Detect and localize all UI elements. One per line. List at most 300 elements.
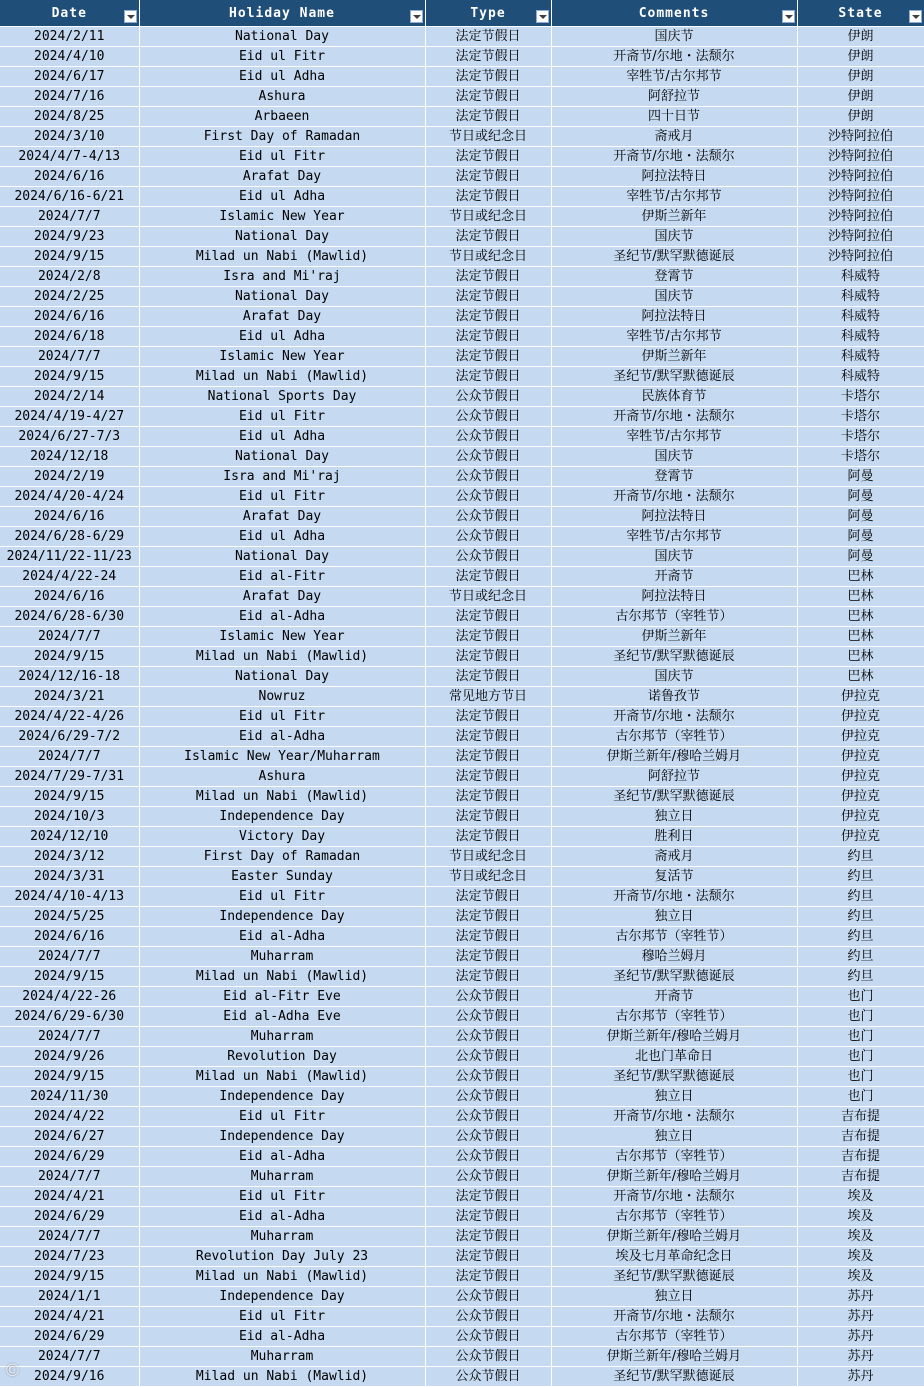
cell-type[interactable]: 节日或纪念日 [425,127,551,147]
cell-date[interactable]: 2024/4/22-4/26 [0,707,139,727]
filter-dropdown-icon[interactable] [782,10,795,23]
cell-state[interactable]: 卡塔尔 [797,407,924,427]
cell-date[interactable]: 2024/3/10 [0,127,139,147]
cell-date[interactable]: 2024/9/15 [0,1067,139,1087]
cell-date[interactable]: 2024/6/17 [0,67,139,87]
cell-comments[interactable]: 国庆节 [551,667,797,687]
cell-type[interactable]: 法定节假日 [425,927,551,947]
cell-state[interactable]: 沙特阿拉伯 [797,187,924,207]
cell-holiday-name[interactable]: Eid ul Fitr [139,1307,425,1327]
cell-type[interactable]: 法定节假日 [425,107,551,127]
cell-holiday-name[interactable]: Eid al-Fitr [139,567,425,587]
cell-comments[interactable]: 宰牲节/古尔邦节 [551,67,797,87]
cell-date[interactable]: 2024/4/19-4/27 [0,407,139,427]
cell-holiday-name[interactable]: Eid al-Adha [139,607,425,627]
cell-date[interactable]: 2024/7/16 [0,87,139,107]
cell-type[interactable]: 公众节假日 [425,387,551,407]
cell-state[interactable]: 也门 [797,1007,924,1027]
cell-holiday-name[interactable]: Milad un Nabi (Mawlid) [139,1267,425,1287]
cell-type[interactable]: 公众节假日 [425,1027,551,1047]
cell-state[interactable]: 约旦 [797,887,924,907]
cell-holiday-name[interactable]: Arafat Day [139,307,425,327]
cell-holiday-name[interactable]: First Day of Ramadan [139,847,425,867]
cell-holiday-name[interactable]: Eid ul Fitr [139,707,425,727]
cell-date[interactable]: 2024/7/7 [0,947,139,967]
cell-holiday-name[interactable]: Independence Day [139,1087,425,1107]
cell-state[interactable]: 也门 [797,1027,924,1047]
cell-type[interactable]: 法定节假日 [425,367,551,387]
cell-comments[interactable]: 登霄节 [551,267,797,287]
cell-state[interactable]: 伊朗 [797,107,924,127]
cell-date[interactable]: 2024/9/16 [0,1367,139,1387]
cell-comments[interactable]: 伊斯兰新年/穆哈兰姆月 [551,1027,797,1047]
cell-date[interactable]: 2024/4/21 [0,1307,139,1327]
cell-comments[interactable]: 国庆节 [551,287,797,307]
cell-date[interactable]: 2024/6/28-6/30 [0,607,139,627]
cell-type[interactable]: 节日或纪念日 [425,587,551,607]
cell-holiday-name[interactable]: Ashura [139,767,425,787]
cell-holiday-name[interactable]: Eid ul Adha [139,67,425,87]
cell-state[interactable]: 埃及 [797,1187,924,1207]
cell-date[interactable]: 2024/2/8 [0,267,139,287]
cell-date[interactable]: 2024/7/7 [0,1027,139,1047]
cell-type[interactable]: 法定节假日 [425,347,551,367]
cell-state[interactable]: 也门 [797,1047,924,1067]
cell-holiday-name[interactable]: Milad un Nabi (Mawlid) [139,247,425,267]
cell-date[interactable]: 2024/1/1 [0,1287,139,1307]
cell-state[interactable]: 约旦 [797,967,924,987]
cell-comments[interactable]: 胜利日 [551,827,797,847]
cell-type[interactable]: 法定节假日 [425,287,551,307]
cell-comments[interactable]: 独立日 [551,907,797,927]
cell-date[interactable]: 2024/7/7 [0,207,139,227]
cell-type[interactable]: 公众节假日 [425,527,551,547]
cell-holiday-name[interactable]: Muharram [139,1347,425,1367]
cell-holiday-name[interactable]: Nowruz [139,687,425,707]
cell-date[interactable]: 2024/11/22-11/23 [0,547,139,567]
cell-comments[interactable]: 伊斯兰新年 [551,347,797,367]
cell-holiday-name[interactable]: Milad un Nabi (Mawlid) [139,967,425,987]
cell-type[interactable]: 法定节假日 [425,227,551,247]
cell-state[interactable]: 约旦 [797,847,924,867]
cell-comments[interactable]: 阿拉法特日 [551,587,797,607]
cell-comments[interactable]: 古尔邦节（宰牲节） [551,607,797,627]
cell-date[interactable]: 2024/12/18 [0,447,139,467]
cell-comments[interactable]: 伊斯兰新年 [551,627,797,647]
cell-type[interactable]: 法定节假日 [425,827,551,847]
cell-comments[interactable]: 阿拉法特日 [551,307,797,327]
cell-state[interactable]: 苏丹 [797,1327,924,1347]
cell-comments[interactable]: 圣纪节/默罕默德诞辰 [551,1367,797,1387]
cell-state[interactable]: 科威特 [797,327,924,347]
cell-state[interactable]: 吉布提 [797,1167,924,1187]
cell-state[interactable]: 埃及 [797,1227,924,1247]
cell-comments[interactable]: 开斋节/尔地・法颓尔 [551,47,797,67]
cell-holiday-name[interactable]: Eid ul Fitr [139,1187,425,1207]
cell-state[interactable]: 吉布提 [797,1127,924,1147]
cell-holiday-name[interactable]: Eid ul Adha [139,187,425,207]
cell-date[interactable]: 2024/2/25 [0,287,139,307]
cell-date[interactable]: 2024/2/11 [0,27,139,47]
cell-holiday-name[interactable]: Eid al-Adha [139,1327,425,1347]
cell-type[interactable]: 节日或纪念日 [425,847,551,867]
cell-holiday-name[interactable]: National Day [139,27,425,47]
cell-type[interactable]: 公众节假日 [425,1287,551,1307]
cell-type[interactable]: 法定节假日 [425,787,551,807]
cell-comments[interactable]: 伊斯兰新年/穆哈兰姆月 [551,1167,797,1187]
cell-comments[interactable]: 登霄节 [551,467,797,487]
cell-comments[interactable]: 古尔邦节（宰牲节） [551,1147,797,1167]
cell-type[interactable]: 公众节假日 [425,1107,551,1127]
cell-state[interactable]: 伊拉克 [797,767,924,787]
cell-holiday-name[interactable]: Easter Sunday [139,867,425,887]
cell-holiday-name[interactable]: National Day [139,227,425,247]
cell-comments[interactable]: 古尔邦节（宰牲节） [551,927,797,947]
cell-holiday-name[interactable]: Eid al-Adha [139,927,425,947]
cell-type[interactable]: 法定节假日 [425,767,551,787]
cell-holiday-name[interactable]: National Day [139,447,425,467]
cell-comments[interactable]: 独立日 [551,807,797,827]
cell-state[interactable]: 也门 [797,1067,924,1087]
cell-comments[interactable]: 独立日 [551,1287,797,1307]
cell-comments[interactable]: 开斋节/尔地・法颓尔 [551,1107,797,1127]
cell-comments[interactable]: 圣纪节/默罕默德诞辰 [551,967,797,987]
cell-state[interactable]: 沙特阿拉伯 [797,167,924,187]
cell-state[interactable]: 阿曼 [797,547,924,567]
cell-comments[interactable]: 独立日 [551,1087,797,1107]
cell-date[interactable]: 2024/4/10-4/13 [0,887,139,907]
cell-state[interactable]: 科威特 [797,267,924,287]
cell-type[interactable]: 公众节假日 [425,1047,551,1067]
cell-date[interactable]: 2024/7/23 [0,1247,139,1267]
cell-date[interactable]: 2024/9/15 [0,967,139,987]
cell-comments[interactable]: 阿拉法特日 [551,507,797,527]
cell-state[interactable]: 伊朗 [797,67,924,87]
cell-comments[interactable]: 国庆节 [551,447,797,467]
cell-state[interactable]: 吉布提 [797,1147,924,1167]
cell-comments[interactable]: 开斋节/尔地・法颓尔 [551,887,797,907]
cell-comments[interactable]: 埃及七月革命纪念日 [551,1247,797,1267]
cell-date[interactable]: 2024/3/21 [0,687,139,707]
cell-date[interactable]: 2024/4/20-4/24 [0,487,139,507]
cell-holiday-name[interactable]: Eid ul Fitr [139,147,425,167]
cell-holiday-name[interactable]: First Day of Ramadan [139,127,425,147]
cell-holiday-name[interactable]: Muharram [139,1167,425,1187]
cell-date[interactable]: 2024/7/7 [0,627,139,647]
cell-state[interactable]: 伊朗 [797,87,924,107]
cell-date[interactable]: 2024/4/22 [0,1107,139,1127]
cell-holiday-name[interactable]: Arbaeen [139,107,425,127]
cell-date[interactable]: 2024/6/29-7/2 [0,727,139,747]
cell-state[interactable]: 沙特阿拉伯 [797,207,924,227]
cell-state[interactable]: 阿曼 [797,527,924,547]
cell-holiday-name[interactable]: Independence Day [139,1287,425,1307]
cell-date[interactable]: 2024/6/29-6/30 [0,1007,139,1027]
cell-date[interactable]: 2024/7/29-7/31 [0,767,139,787]
cell-date[interactable]: 2024/6/16 [0,927,139,947]
cell-holiday-name[interactable]: Isra and Mi'raj [139,267,425,287]
cell-type[interactable]: 法定节假日 [425,947,551,967]
cell-state[interactable]: 巴林 [797,587,924,607]
cell-type[interactable]: 法定节假日 [425,807,551,827]
cell-type[interactable]: 法定节假日 [425,907,551,927]
cell-type[interactable]: 法定节假日 [425,327,551,347]
cell-state[interactable]: 吉布提 [797,1107,924,1127]
cell-holiday-name[interactable]: Milad un Nabi (Mawlid) [139,367,425,387]
cell-state[interactable]: 沙特阿拉伯 [797,127,924,147]
cell-date[interactable]: 2024/3/31 [0,867,139,887]
cell-holiday-name[interactable]: Islamic New Year [139,207,425,227]
cell-type[interactable]: 公众节假日 [425,1307,551,1327]
cell-date[interactable]: 2024/3/12 [0,847,139,867]
cell-state[interactable]: 约旦 [797,927,924,947]
cell-date[interactable]: 2024/5/25 [0,907,139,927]
cell-holiday-name[interactable]: National Day [139,547,425,567]
cell-date[interactable]: 2024/8/25 [0,107,139,127]
cell-holiday-name[interactable]: National Day [139,287,425,307]
cell-state[interactable]: 伊拉克 [797,687,924,707]
cell-type[interactable]: 法定节假日 [425,647,551,667]
cell-date[interactable]: 2024/12/10 [0,827,139,847]
cell-date[interactable]: 2024/6/16 [0,167,139,187]
cell-holiday-name[interactable]: Eid al-Adha [139,1207,425,1227]
cell-date[interactable]: 2024/12/16-18 [0,667,139,687]
cell-comments[interactable]: 古尔邦节（宰牲节） [551,727,797,747]
cell-state[interactable]: 伊拉克 [797,747,924,767]
cell-date[interactable]: 2024/9/26 [0,1047,139,1067]
cell-holiday-name[interactable]: Islamic New Year/Muharram [139,747,425,767]
cell-date[interactable]: 2024/6/18 [0,327,139,347]
cell-type[interactable]: 法定节假日 [425,147,551,167]
cell-type[interactable]: 法定节假日 [425,727,551,747]
cell-state[interactable]: 阿曼 [797,487,924,507]
cell-type[interactable]: 法定节假日 [425,267,551,287]
cell-comments[interactable]: 开斋节/尔地・法颓尔 [551,487,797,507]
cell-type[interactable]: 法定节假日 [425,1247,551,1267]
cell-date[interactable]: 2024/6/16-6/21 [0,187,139,207]
cell-state[interactable]: 约旦 [797,947,924,967]
cell-comments[interactable]: 开斋节/尔地・法颓尔 [551,707,797,727]
cell-type[interactable]: 法定节假日 [425,307,551,327]
cell-state[interactable]: 埃及 [797,1247,924,1267]
cell-comments[interactable]: 古尔邦节（宰牲节） [551,1327,797,1347]
cell-type[interactable]: 公众节假日 [425,407,551,427]
cell-type[interactable]: 法定节假日 [425,87,551,107]
cell-type[interactable]: 公众节假日 [425,427,551,447]
cell-state[interactable]: 伊拉克 [797,827,924,847]
cell-type[interactable]: 公众节假日 [425,1167,551,1187]
cell-date[interactable]: 2024/6/29 [0,1207,139,1227]
cell-holiday-name[interactable]: Eid ul Adha [139,427,425,447]
cell-date[interactable]: 2024/10/3 [0,807,139,827]
cell-holiday-name[interactable]: Milad un Nabi (Mawlid) [139,1367,425,1387]
cell-type[interactable]: 公众节假日 [425,507,551,527]
cell-comments[interactable]: 宰牲节/古尔邦节 [551,187,797,207]
cell-comments[interactable]: 复活节 [551,867,797,887]
cell-type[interactable]: 节日或纪念日 [425,247,551,267]
cell-date[interactable]: 2024/4/22-26 [0,987,139,1007]
cell-comments[interactable]: 伊斯兰新年 [551,207,797,227]
cell-date[interactable]: 2024/6/16 [0,587,139,607]
cell-comments[interactable]: 穆哈兰姆月 [551,947,797,967]
cell-type[interactable]: 法定节假日 [425,67,551,87]
cell-comments[interactable]: 开斋节/尔地・法颓尔 [551,1307,797,1327]
cell-state[interactable]: 巴林 [797,667,924,687]
cell-comments[interactable]: 圣纪节/默罕默德诞辰 [551,247,797,267]
cell-state[interactable]: 约旦 [797,867,924,887]
cell-holiday-name[interactable]: Muharram [139,947,425,967]
cell-comments[interactable]: 宰牲节/古尔邦节 [551,527,797,547]
cell-comments[interactable]: 斋戒月 [551,127,797,147]
cell-type[interactable]: 公众节假日 [425,1067,551,1087]
cell-holiday-name[interactable]: Milad un Nabi (Mawlid) [139,787,425,807]
cell-state[interactable]: 约旦 [797,907,924,927]
cell-type[interactable]: 公众节假日 [425,987,551,1007]
filter-dropdown-icon[interactable] [536,10,549,23]
cell-type[interactable]: 公众节假日 [425,1127,551,1147]
cell-date[interactable]: 2024/6/28-6/29 [0,527,139,547]
cell-type[interactable]: 法定节假日 [425,667,551,687]
cell-type[interactable]: 法定节假日 [425,27,551,47]
cell-state[interactable]: 巴林 [797,567,924,587]
cell-state[interactable]: 科威特 [797,287,924,307]
cell-comments[interactable]: 圣纪节/默罕默德诞辰 [551,647,797,667]
cell-holiday-name[interactable]: Milad un Nabi (Mawlid) [139,1067,425,1087]
cell-holiday-name[interactable]: Islamic New Year [139,347,425,367]
cell-holiday-name[interactable]: Arafat Day [139,587,425,607]
filter-dropdown-icon[interactable] [410,10,423,23]
cell-comments[interactable]: 伊斯兰新年/穆哈兰姆月 [551,747,797,767]
cell-comments[interactable]: 宰牲节/古尔邦节 [551,427,797,447]
cell-type[interactable]: 公众节假日 [425,467,551,487]
cell-comments[interactable]: 阿舒拉节 [551,767,797,787]
cell-comments[interactable]: 宰牲节/古尔邦节 [551,327,797,347]
cell-state[interactable]: 阿曼 [797,467,924,487]
cell-comments[interactable]: 斋戒月 [551,847,797,867]
cell-type[interactable]: 法定节假日 [425,167,551,187]
cell-comments[interactable]: 圣纪节/默罕默德诞辰 [551,787,797,807]
cell-holiday-name[interactable]: National Sports Day [139,387,425,407]
cell-state[interactable]: 科威特 [797,347,924,367]
cell-date[interactable]: 2024/6/27-7/3 [0,427,139,447]
cell-comments[interactable]: 阿拉法特日 [551,167,797,187]
cell-holiday-name[interactable]: Ashura [139,87,425,107]
cell-holiday-name[interactable]: Eid ul Adha [139,527,425,547]
cell-comments[interactable]: 古尔邦节（宰牲节） [551,1007,797,1027]
cell-holiday-name[interactable]: Independence Day [139,1127,425,1147]
cell-state[interactable]: 也门 [797,987,924,1007]
cell-state[interactable]: 卡塔尔 [797,387,924,407]
column-header-holiday-name[interactable] [139,0,425,27]
cell-date[interactable]: 2024/6/29 [0,1327,139,1347]
cell-state[interactable]: 科威特 [797,307,924,327]
cell-date[interactable]: 2024/6/16 [0,307,139,327]
cell-holiday-name[interactable]: Islamic New Year [139,627,425,647]
cell-comments[interactable]: 伊斯兰新年/穆哈兰姆月 [551,1347,797,1367]
cell-state[interactable]: 卡塔尔 [797,447,924,467]
cell-state[interactable]: 也门 [797,1087,924,1107]
cell-date[interactable]: 2024/4/7-4/13 [0,147,139,167]
cell-holiday-name[interactable]: National Day [139,667,425,687]
cell-comments[interactable]: 诺鲁孜节 [551,687,797,707]
cell-holiday-name[interactable]: Victory Day [139,827,425,847]
cell-comments[interactable]: 圣纪节/默罕默德诞辰 [551,1267,797,1287]
cell-holiday-name[interactable]: Eid al-Adha [139,1147,425,1167]
cell-holiday-name[interactable]: Arafat Day [139,507,425,527]
cell-state[interactable]: 伊拉克 [797,807,924,827]
cell-state[interactable]: 埃及 [797,1207,924,1227]
cell-state[interactable]: 伊朗 [797,47,924,67]
cell-holiday-name[interactable]: Eid al-Fitr Eve [139,987,425,1007]
cell-date[interactable]: 2024/9/15 [0,1267,139,1287]
column-header-type[interactable] [425,0,551,27]
cell-holiday-name[interactable]: Revolution Day July 23 [139,1247,425,1267]
cell-comments[interactable]: 圣纪节/默罕默德诞辰 [551,1067,797,1087]
cell-holiday-name[interactable]: Revolution Day [139,1047,425,1067]
cell-date[interactable]: 2024/7/7 [0,1347,139,1367]
cell-holiday-name[interactable]: Muharram [139,1027,425,1047]
cell-state[interactable]: 卡塔尔 [797,427,924,447]
cell-date[interactable]: 2024/4/10 [0,47,139,67]
cell-holiday-name[interactable]: Muharram [139,1227,425,1247]
cell-comments[interactable]: 开斋节 [551,987,797,1007]
cell-state[interactable]: 沙特阿拉伯 [797,147,924,167]
filter-dropdown-icon[interactable] [909,10,922,23]
cell-holiday-name[interactable]: Eid ul Fitr [139,407,425,427]
cell-state[interactable]: 苏丹 [797,1367,924,1387]
cell-comments[interactable]: 阿舒拉节 [551,87,797,107]
cell-comments[interactable]: 国庆节 [551,547,797,567]
cell-type[interactable]: 常见地方节日 [425,687,551,707]
cell-comments[interactable]: 开斋节/尔地・法颓尔 [551,147,797,167]
cell-comments[interactable]: 民族体育节 [551,387,797,407]
cell-date[interactable]: 2024/7/7 [0,1167,139,1187]
cell-state[interactable]: 巴林 [797,627,924,647]
cell-date[interactable]: 2024/6/16 [0,507,139,527]
cell-type[interactable]: 法定节假日 [425,627,551,647]
cell-state[interactable]: 巴林 [797,607,924,627]
cell-holiday-name[interactable]: Independence Day [139,907,425,927]
cell-date[interactable]: 2024/7/7 [0,1227,139,1247]
cell-state[interactable]: 苏丹 [797,1307,924,1327]
cell-date[interactable]: 2024/9/15 [0,367,139,387]
cell-date[interactable]: 2024/7/7 [0,347,139,367]
cell-date[interactable]: 2024/4/21 [0,1187,139,1207]
cell-state[interactable]: 伊拉克 [797,727,924,747]
cell-date[interactable]: 2024/2/14 [0,387,139,407]
cell-type[interactable]: 公众节假日 [425,1367,551,1387]
cell-holiday-name[interactable]: Arafat Day [139,167,425,187]
cell-state[interactable]: 伊朗 [797,27,924,47]
cell-comments[interactable]: 国庆节 [551,227,797,247]
cell-date[interactable]: 2024/2/19 [0,467,139,487]
cell-comments[interactable]: 北也门革命日 [551,1047,797,1067]
cell-type[interactable]: 法定节假日 [425,1207,551,1227]
cell-date[interactable]: 2024/6/29 [0,1147,139,1167]
cell-type[interactable]: 法定节假日 [425,887,551,907]
cell-state[interactable]: 巴林 [797,647,924,667]
cell-state[interactable]: 沙特阿拉伯 [797,247,924,267]
cell-type[interactable]: 法定节假日 [425,747,551,767]
column-header-state[interactable] [797,0,924,27]
column-header-comments[interactable] [551,0,797,27]
column-header-date[interactable] [0,0,139,27]
cell-comments[interactable]: 圣纪节/默罕默德诞辰 [551,367,797,387]
filter-dropdown-icon[interactable] [124,10,137,23]
cell-date[interactable]: 2024/9/23 [0,227,139,247]
cell-comments[interactable]: 独立日 [551,1127,797,1147]
cell-date[interactable]: 2024/9/15 [0,247,139,267]
